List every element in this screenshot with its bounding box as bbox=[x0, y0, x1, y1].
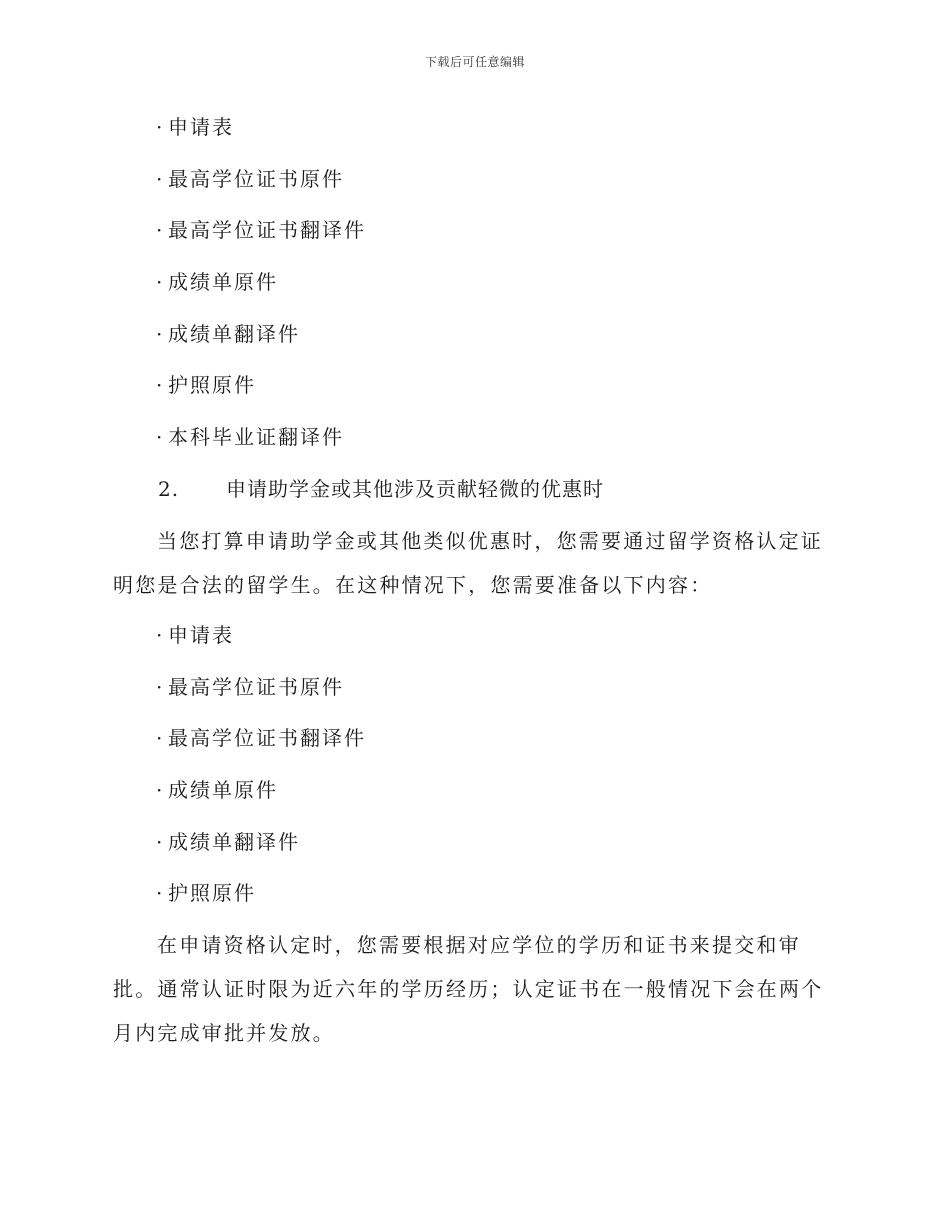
bullet-dot: · bbox=[156, 623, 165, 647]
paragraph: 当您打算申请助学金或其他类似优惠时，您需要通过留学资格认定证明您是合法的留学生。在这种情况下，您需要准备以下内容： bbox=[113, 529, 823, 597]
list-item bbox=[156, 673, 344, 701]
list-item bbox=[156, 268, 278, 296]
bullet-dot: · bbox=[156, 881, 165, 905]
section-heading bbox=[158, 475, 604, 503]
bullet-dot: · bbox=[156, 778, 165, 802]
list-item bbox=[156, 165, 344, 193]
list-item-text: 护照原件 bbox=[168, 373, 256, 397]
bullet-dot: · bbox=[156, 115, 165, 139]
list-item bbox=[156, 216, 366, 244]
bullet-dot: · bbox=[156, 726, 165, 750]
paragraph: 在申请资格认定时，您需要根据对应学位的学历和证书来提交和审批。通常认证时限为近六年的学历经历；认定证书在一般情况下会在两个月内完成审批并发放。 bbox=[113, 933, 824, 1045]
bullet-dot: · bbox=[156, 322, 165, 346]
list-item bbox=[156, 621, 234, 649]
bullet-dot: · bbox=[156, 675, 165, 699]
bullet-dot: · bbox=[156, 167, 165, 191]
list-item bbox=[156, 113, 234, 141]
list-item-text: 最高学位证书翻译件 bbox=[168, 218, 366, 242]
list-item bbox=[156, 320, 300, 348]
list-item bbox=[156, 828, 300, 856]
list-item-text: 最高学位证书原件 bbox=[168, 167, 344, 191]
list-item bbox=[156, 371, 256, 399]
list-item-text: 最高学位证书翻译件 bbox=[168, 726, 366, 750]
bullet-dot: · bbox=[156, 425, 165, 449]
list-item-text: 申请表 bbox=[168, 115, 234, 139]
list-item-text: 成绩单原件 bbox=[168, 778, 278, 802]
list-item-text: 护照原件 bbox=[168, 881, 256, 905]
list-item bbox=[156, 879, 256, 907]
header-note: 下载后可任意编辑 bbox=[424, 55, 525, 69]
bullet-dot: · bbox=[156, 218, 165, 242]
list-item-text: 成绩单翻译件 bbox=[168, 830, 300, 854]
section-number: 2. bbox=[158, 477, 180, 501]
list-item-text: 成绩单原件 bbox=[168, 270, 278, 294]
list-item-text: 成绩单翻译件 bbox=[168, 322, 300, 346]
section-title: 申请助学金或其他涉及贡献轻微的优惠时 bbox=[226, 477, 604, 501]
list-item-text: 申请表 bbox=[168, 623, 234, 647]
list-item bbox=[156, 423, 344, 451]
list-item bbox=[156, 724, 366, 752]
list-item bbox=[156, 776, 278, 804]
bullet-dot: · bbox=[156, 373, 165, 397]
list-item-text: 本科毕业证翻译件 bbox=[168, 425, 344, 449]
bullet-dot: · bbox=[156, 830, 165, 854]
list-item-text: 最高学位证书原件 bbox=[168, 675, 344, 699]
bullet-dot: · bbox=[156, 270, 165, 294]
